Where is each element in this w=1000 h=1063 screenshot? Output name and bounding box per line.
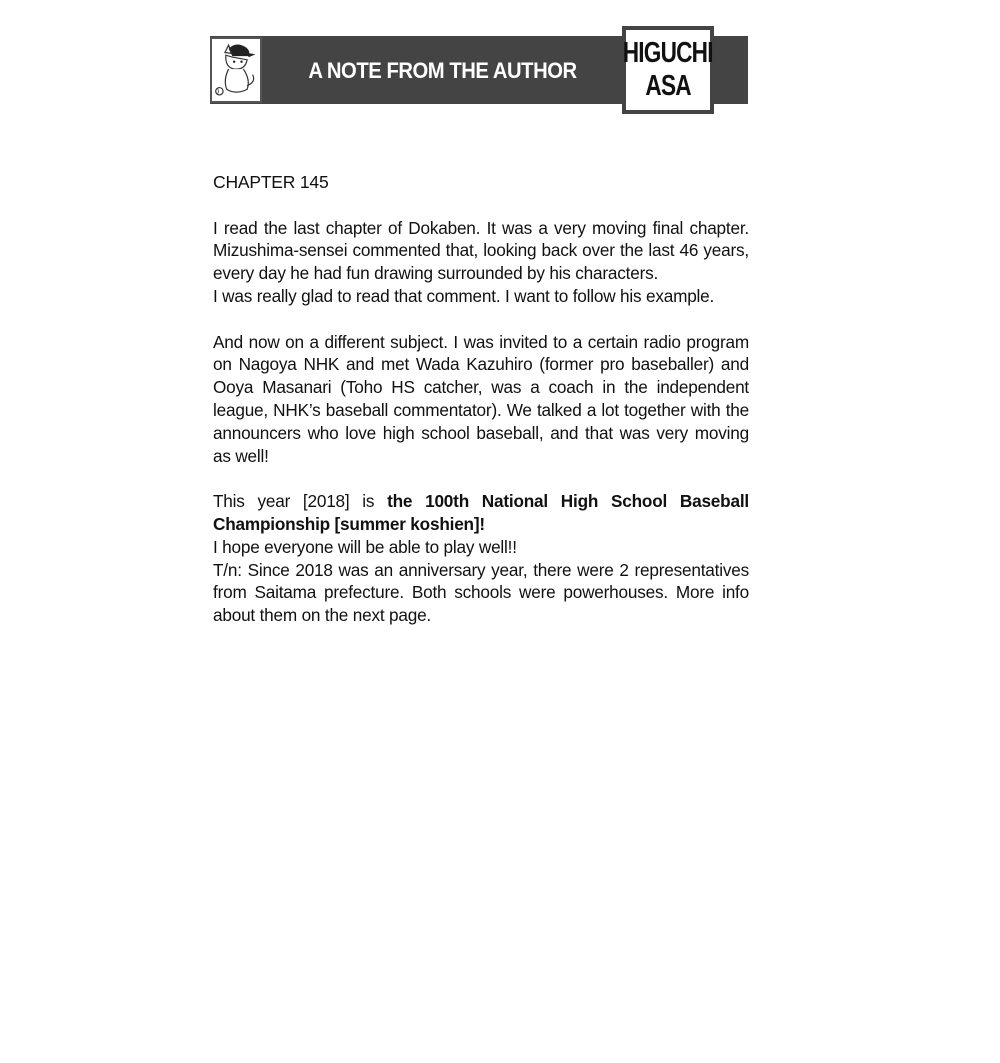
koshien-prefix: This year [2018] is [213,491,388,512]
paragraph-koshien [213,490,749,536]
author-given-name: ASA [645,70,691,102]
paragraph-wish: I hope everyone will be able to play well!! [213,536,517,557]
mascot-box [210,37,262,103]
author-note-body [213,171,749,627]
translator-note: T/n: Since 2018 was an anniversary year, there were 2 representatives from Saitama prefecture. Both schools were powerhouses. More info about them on the next page. [213,559,749,626]
cat-baseball-mascot-icon [212,39,260,101]
paragraph-radio-program: And now on a different subject. I was invited to a certain radio program on Nagoya NHK and met Wada Kazuhiro (former pro baseballer) and Ooya Masanari (Toho HS catcher, was a coach in the independent league, NHK’s baseball commentator). We talked a lot together with the announcers who love high school baseball, and that was very moving as well! [213,331,749,466]
paragraph-dokaben-followup: I was really glad to read that comment. I want to follow his example. [213,285,715,306]
author-name-box [622,26,714,114]
chapter-heading: CHAPTER 145 [213,172,329,192]
koshien-highlight: the 100th National High School Baseball Championship [summer koshien]! [213,491,749,534]
paragraph-dokaben: I read the last chapter of Dokaben. It was a very moving final chapter. Mizushima-sensei commented that, looking back over the last 46 years, every day he had fun drawing surrounded by his characters. [213,217,749,284]
banner-title: A NOTE FROM THE AUTHOR [308,58,577,83]
author-surname: HIGUCHI [622,37,714,69]
